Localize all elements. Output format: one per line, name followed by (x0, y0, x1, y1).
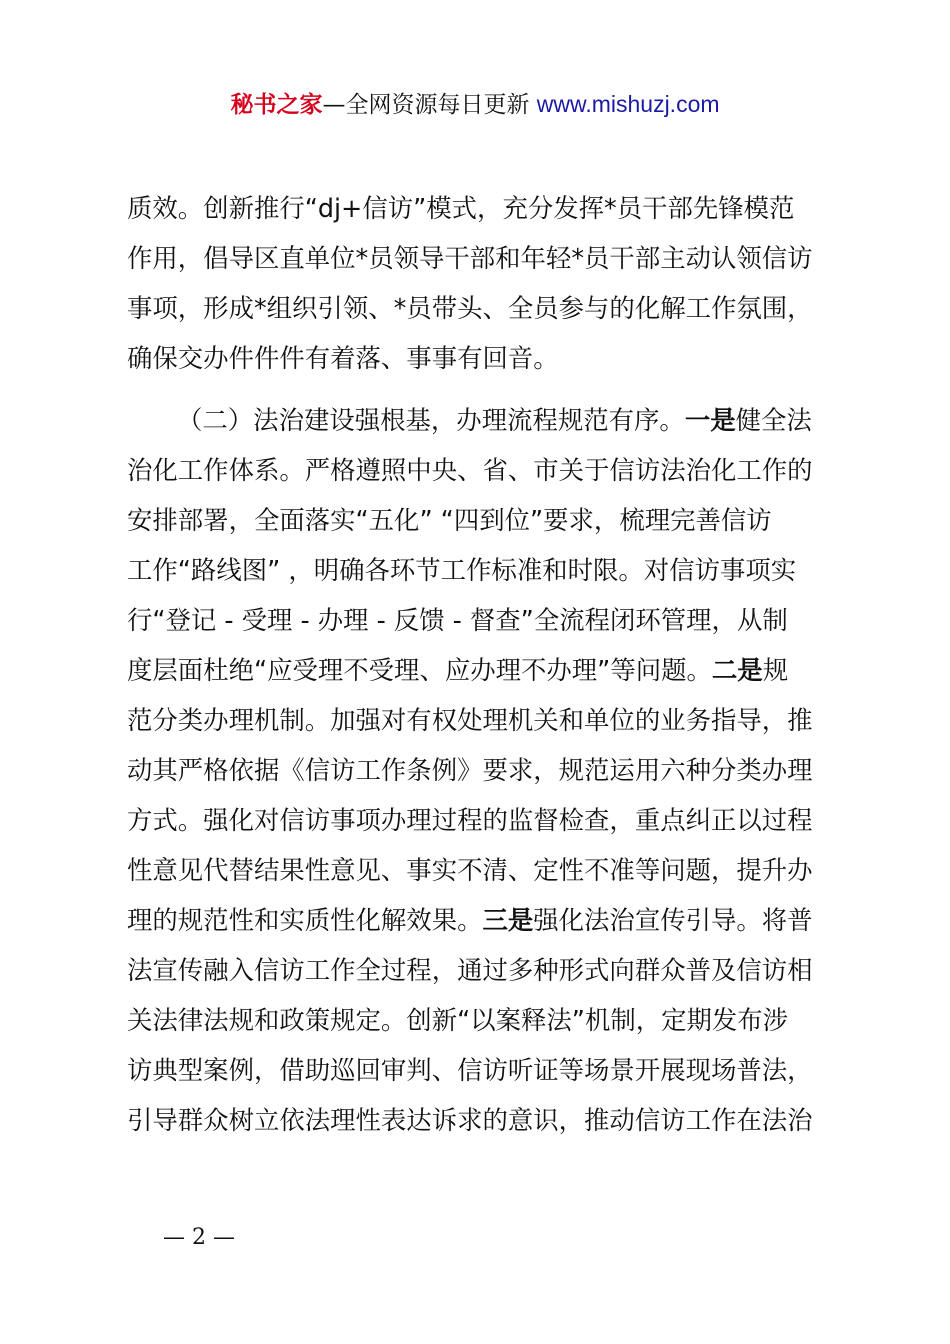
document-body (127, 183, 833, 1145)
text-line: 动其严格依据《信访工作条例》要求，规范运用六种分类办理 (127, 755, 813, 785)
text-line: 性意见代替结果性意见、事实不清、定性不准等问题，提升办 (127, 855, 813, 885)
text-line: 质效。创新推行“dj+信访”模式，充分发挥*员干部先锋模范 (127, 193, 795, 223)
site-link[interactable]: www.mishuzj.com (536, 91, 720, 117)
text-line: 法宣传融入信访工作全过程，通过多种形式向群众普及信访相 (127, 955, 813, 985)
text-line: 事项，形成*组织引领、*员带头、全员参与的化解工作氛围， (127, 293, 813, 323)
text-line: 行“登记 - 受理 - 办理 - 反馈 - 督查”全流程闭环管理，从制 (127, 605, 788, 635)
text-line: 方式。强化对信访事项办理过程的监督检查，重点纠正以过程 (127, 805, 813, 835)
text-line: 治化工作体系。严格遵照中央、省、市关于信访法治化工作的 (127, 455, 813, 485)
text-line: 确保交办件件件有着落、事事有回音。 (127, 343, 559, 373)
emphasis-third: 三是 (482, 905, 534, 935)
text-line: 关法律法规和政策规定。创新“以案释法”机制，定期发布涉 (127, 1005, 789, 1035)
text-line: 范分类办理机制。加强对有权处理机关和单位的业务指导，推 (127, 705, 813, 735)
text-line: 引导群众树立依法理性表达诉求的意识，推动信访工作在法治 (127, 1105, 813, 1135)
emphasis-second: 二是 (711, 655, 763, 685)
text-line: 安排部署，全面落实“五化” “四到位”要求，梳理完善信访 (127, 505, 772, 535)
paragraph-gap (127, 383, 833, 395)
text-line (127, 645, 833, 695)
text-run: 理的规范性和实质性化解效果。 (127, 905, 483, 935)
site-header (0, 86, 950, 123)
text-line: 作用，倡导区直单位*员领导干部和年轻*员干部主动认领信访 (127, 243, 813, 273)
paragraph-heading-line (127, 395, 833, 445)
text-line (127, 895, 833, 945)
emphasis-first: 一是 (684, 405, 736, 435)
text-run: 度层面杜绝“应受理不受理、应办理不办理”等问题。 (127, 655, 712, 685)
text-line: 工作“路线图” ，明确各环节工作标准和时限。对信访事项实 (127, 555, 797, 585)
page-number: — 2 — (163, 1225, 235, 1250)
section-heading: （二）法治建设强根基，办理流程规范有序。 (177, 405, 685, 435)
text-line: 访典型案例，借助巡回审判、信访听证等场景开展现场普法， (127, 1055, 813, 1085)
text-run: 健全法 (735, 405, 812, 435)
header-tagline: —全网资源每日更新 (322, 92, 537, 118)
brand-name: 秘书之家 (230, 92, 323, 118)
text-run: 强化法治宣传引导。将普 (533, 905, 813, 935)
text-run: 规 (762, 655, 789, 685)
